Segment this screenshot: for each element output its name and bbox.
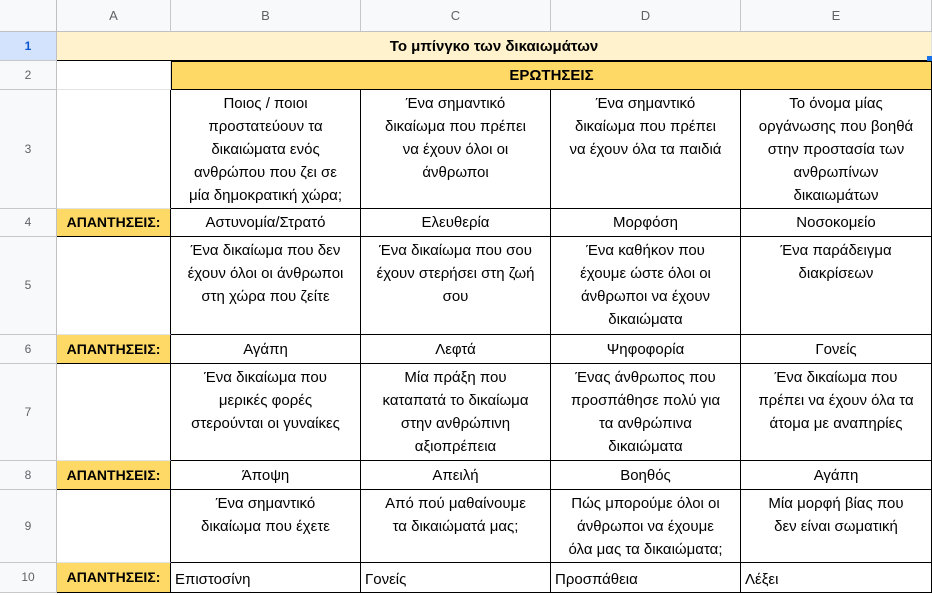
question-cell-c5[interactable]: Ένα δικαίωμα που σου έχουν στερήσει στη ζωή σου	[361, 237, 551, 335]
answer-cell-b4[interactable]: Αστυνομία/Στρατό	[171, 209, 361, 237]
row-header-1[interactable]: 1	[0, 32, 57, 61]
answer-cell-d8[interactable]: Βοηθός	[551, 461, 741, 490]
row-header-4[interactable]: 4	[0, 209, 57, 237]
answer-cell-c4[interactable]: Ελευθερία	[361, 209, 551, 237]
question-cell-e9[interactable]: Μία μορφή βίας που δεν είναι σωματική	[741, 490, 932, 563]
answer-cell-c10[interactable]: Γονείς	[361, 563, 551, 593]
column-header-b[interactable]: B	[171, 0, 361, 32]
question-cell-c7[interactable]: Μία πράξη που καταπατά το δικαίωμα στην ανθρώπινη αξιοπρέπεια	[361, 364, 551, 461]
questions-header-cell[interactable]: ΕΡΩΤΗΣΕΙΣ	[171, 61, 932, 90]
question-cell-d5[interactable]: Ένα καθήκον που έχουμε ώστε όλοι οι άνθρωποι να έχουν δικαιώματα	[551, 237, 741, 335]
question-cell-d7[interactable]: Ένας άνθρωπος που προσπάθησε πολύ για τα ανθρώπινα δικαιώματα	[551, 364, 741, 461]
answer-cell-e4[interactable]: Νοσοκομείο	[741, 209, 932, 237]
question-cell-b9[interactable]: Ένα σημαντικό δικαίωμα που έχετε	[171, 490, 361, 563]
select-all-corner[interactable]	[0, 0, 57, 32]
answer-cell-e6[interactable]: Γονείς	[741, 335, 932, 364]
answer-cell-b6[interactable]: Αγάπη	[171, 335, 361, 364]
question-cell-e5[interactable]: Ένα παράδειγμα διακρίσεων	[741, 237, 932, 335]
answer-cell-c8[interactable]: Απειλή	[361, 461, 551, 490]
row-header-10[interactable]: 10	[0, 563, 57, 593]
question-cell-b3[interactable]: Ποιος / ποιοι προστατεύουν τα δικαιώματα ενός ανθρώπου που ζει σε μία δημοκρατική χώρα;	[171, 90, 361, 209]
cell-a2[interactable]	[57, 61, 171, 90]
row-header-9[interactable]: 9	[0, 490, 57, 563]
cell-a9[interactable]	[57, 490, 171, 563]
question-cell-c3[interactable]: Ένα σημαντικό δικαίωμα που πρέπει να έχουν όλοι οι άνθρωποι	[361, 90, 551, 209]
answers-label-cell[interactable]: ΑΠΑΝΤΗΣΕΙΣ:	[57, 563, 171, 593]
question-cell-b7[interactable]: Ένα δικαίωμα που μερικές φορές στερούνται οι γυναίκες	[171, 364, 361, 461]
answer-cell-e10[interactable]: Λέξει	[741, 563, 932, 593]
cell-a5[interactable]	[57, 237, 171, 335]
answer-cell-b10[interactable]: Επιστοσίνη	[171, 563, 361, 593]
question-cell-e3[interactable]: Το όνομα μίας οργάνωσης που βοηθά στην προστασία των ανθρωπίνων δικαιωμάτων	[741, 90, 932, 209]
cell-a3[interactable]	[57, 90, 171, 209]
column-header-a[interactable]: A	[57, 0, 171, 32]
answer-cell-d6[interactable]: Ψηφοφορία	[551, 335, 741, 364]
question-cell-d3[interactable]: Ένα σημαντικό δικαίωμα που πρέπει να έχουν όλα τα παιδιά	[551, 90, 741, 209]
question-cell-c9[interactable]: Από πού μαθαίνουμε τα δικαιώματά μας;	[361, 490, 551, 563]
answers-label-cell[interactable]: ΑΠΑΝΤΗΣΕΙΣ:	[57, 461, 171, 490]
row-header-5[interactable]: 5	[0, 237, 57, 335]
cell-a7[interactable]	[57, 364, 171, 461]
row-header-7[interactable]: 7	[0, 364, 57, 461]
answer-cell-e8[interactable]: Αγάπη	[741, 461, 932, 490]
column-header-c[interactable]: C	[361, 0, 551, 32]
column-header-e[interactable]: E	[741, 0, 932, 32]
row-header-3[interactable]: 3	[0, 90, 57, 209]
answer-cell-d10[interactable]: Προσπάθεια	[551, 563, 741, 593]
sheet-title-cell[interactable]: Το μπίνγκο των δικαιωμάτων	[57, 32, 932, 61]
question-cell-d9[interactable]: Πώς μπορούμε όλοι οι άνθρωποι να έχουμε όλα μας τα δικαιώματα;	[551, 490, 741, 563]
selection-fill-handle[interactable]	[927, 56, 932, 61]
answer-cell-d4[interactable]: Μορφόση	[551, 209, 741, 237]
question-cell-b5[interactable]: Ένα δικαίωμα που δεν έχουν όλοι οι άνθρωποι στη χώρα που ζείτε	[171, 237, 361, 335]
answer-cell-c6[interactable]: Λεφτά	[361, 335, 551, 364]
answers-label-cell[interactable]: ΑΠΑΝΤΗΣΕΙΣ:	[57, 335, 171, 364]
answers-label-cell[interactable]: ΑΠΑΝΤΗΣΕΙΣ:	[57, 209, 171, 237]
row-header-8[interactable]: 8	[0, 461, 57, 490]
column-header-d[interactable]: D	[551, 0, 741, 32]
answer-cell-b8[interactable]: Άποψη	[171, 461, 361, 490]
row-header-2[interactable]: 2	[0, 61, 57, 90]
question-cell-e7[interactable]: Ένα δικαίωμα που πρέπει να έχουν όλα τα άτομα με αναπηρίες	[741, 364, 932, 461]
row-header-6[interactable]: 6	[0, 335, 57, 364]
